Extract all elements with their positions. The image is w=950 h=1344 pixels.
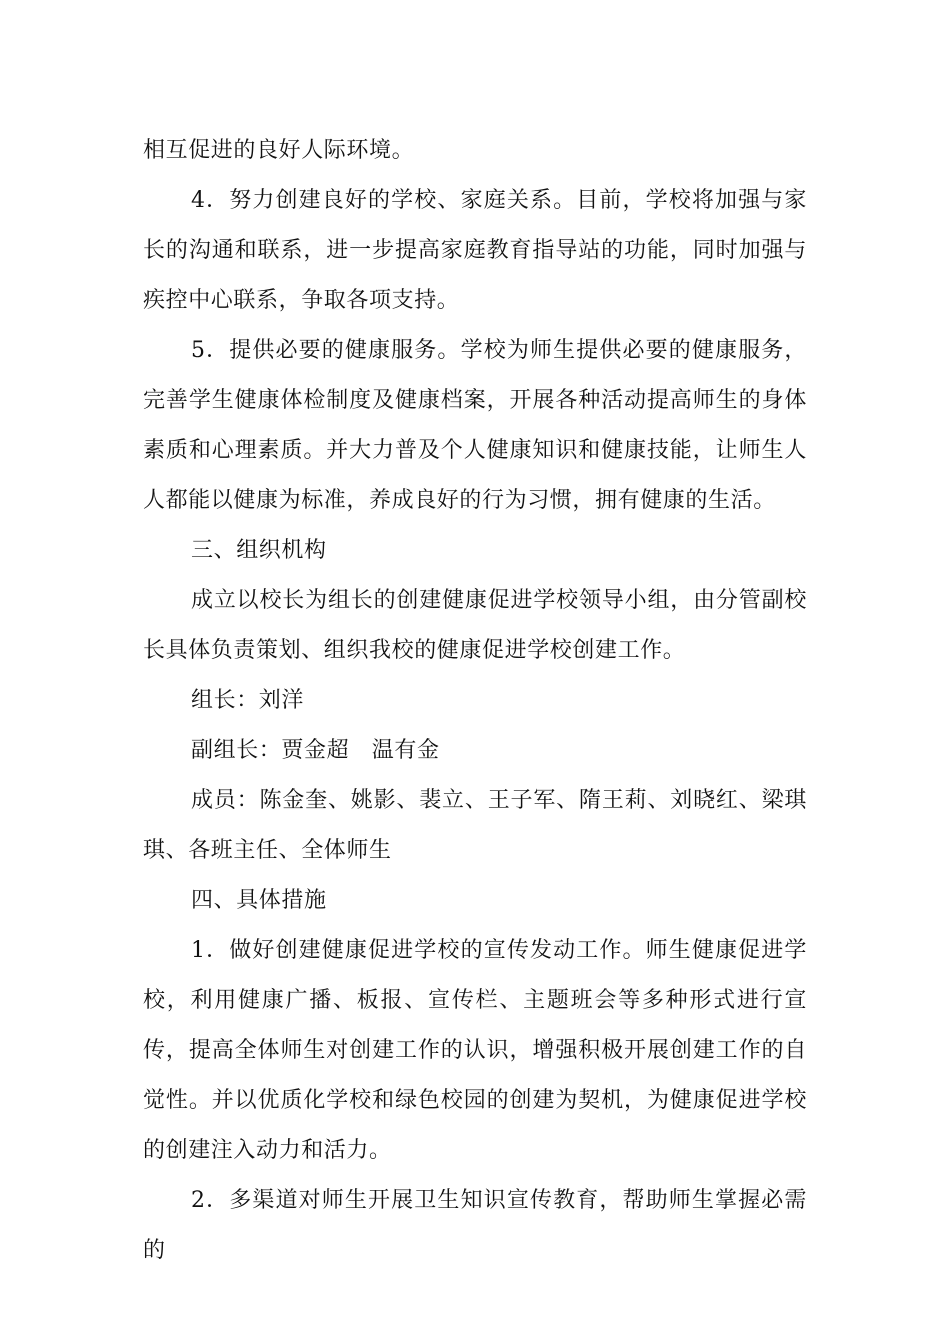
paragraph-item-5: 5．提供必要的健康服务。学校为师生提供必要的健康服务，完善学生健康体检制度及健康档案，开展各种活动提高师生的身体素质和心理素质。并大力普及个人健康知识和健康技能，让师生人人都能以健康为标准，养成良好的行为习惯，拥有健康的生活。 xyxy=(143,338,807,513)
paragraph-measure-2: 2．多渠道对师生开展卫生知识宣传教育，帮助师生掌握必需的 xyxy=(143,1188,807,1263)
members-line: 成员：陈金奎、姚影、裴立、王子军、隋王莉、刘晓红、梁琪琪、各班主任、全体师生 xyxy=(143,788,807,863)
section-heading-measures: 四、具体措施 xyxy=(191,888,327,913)
document-body xyxy=(143,126,807,1276)
section-heading-organization: 三、组织机构 xyxy=(191,538,327,563)
paragraph-item-4: 4．努力创建良好的学校、家庭关系。目前，学校将加强与家长的沟通和联系，进一步提高家庭教育指导站的功能，同时加强与疾控中心联系，争取各项支持。 xyxy=(143,188,807,313)
paragraph-organization: 成立以校长为组长的创建健康促进学校领导小组，由分管副校长具体负责策划、组织我校的健康促进学校创建工作。 xyxy=(143,588,807,663)
deputy-leader-line: 副组长：贾金超 温有金 xyxy=(191,738,440,763)
paragraph-measure-1: 1．做好创建健康促进学校的宣传发动工作。师生健康促进学校，利用健康广播、板报、宣传栏、主题班会等多种形式进行宣传，提高全体师生对创建工作的认识，增强积极开展创建工作的自觉性。并以优质化学校和绿色校园的创建为契机，为健康促进学校的创建注入动力和活力。 xyxy=(143,938,807,1163)
paragraph-continuation: 相互促进的良好人际环境。 xyxy=(143,138,415,163)
team-leader-line: 组长：刘洋 xyxy=(191,688,305,713)
